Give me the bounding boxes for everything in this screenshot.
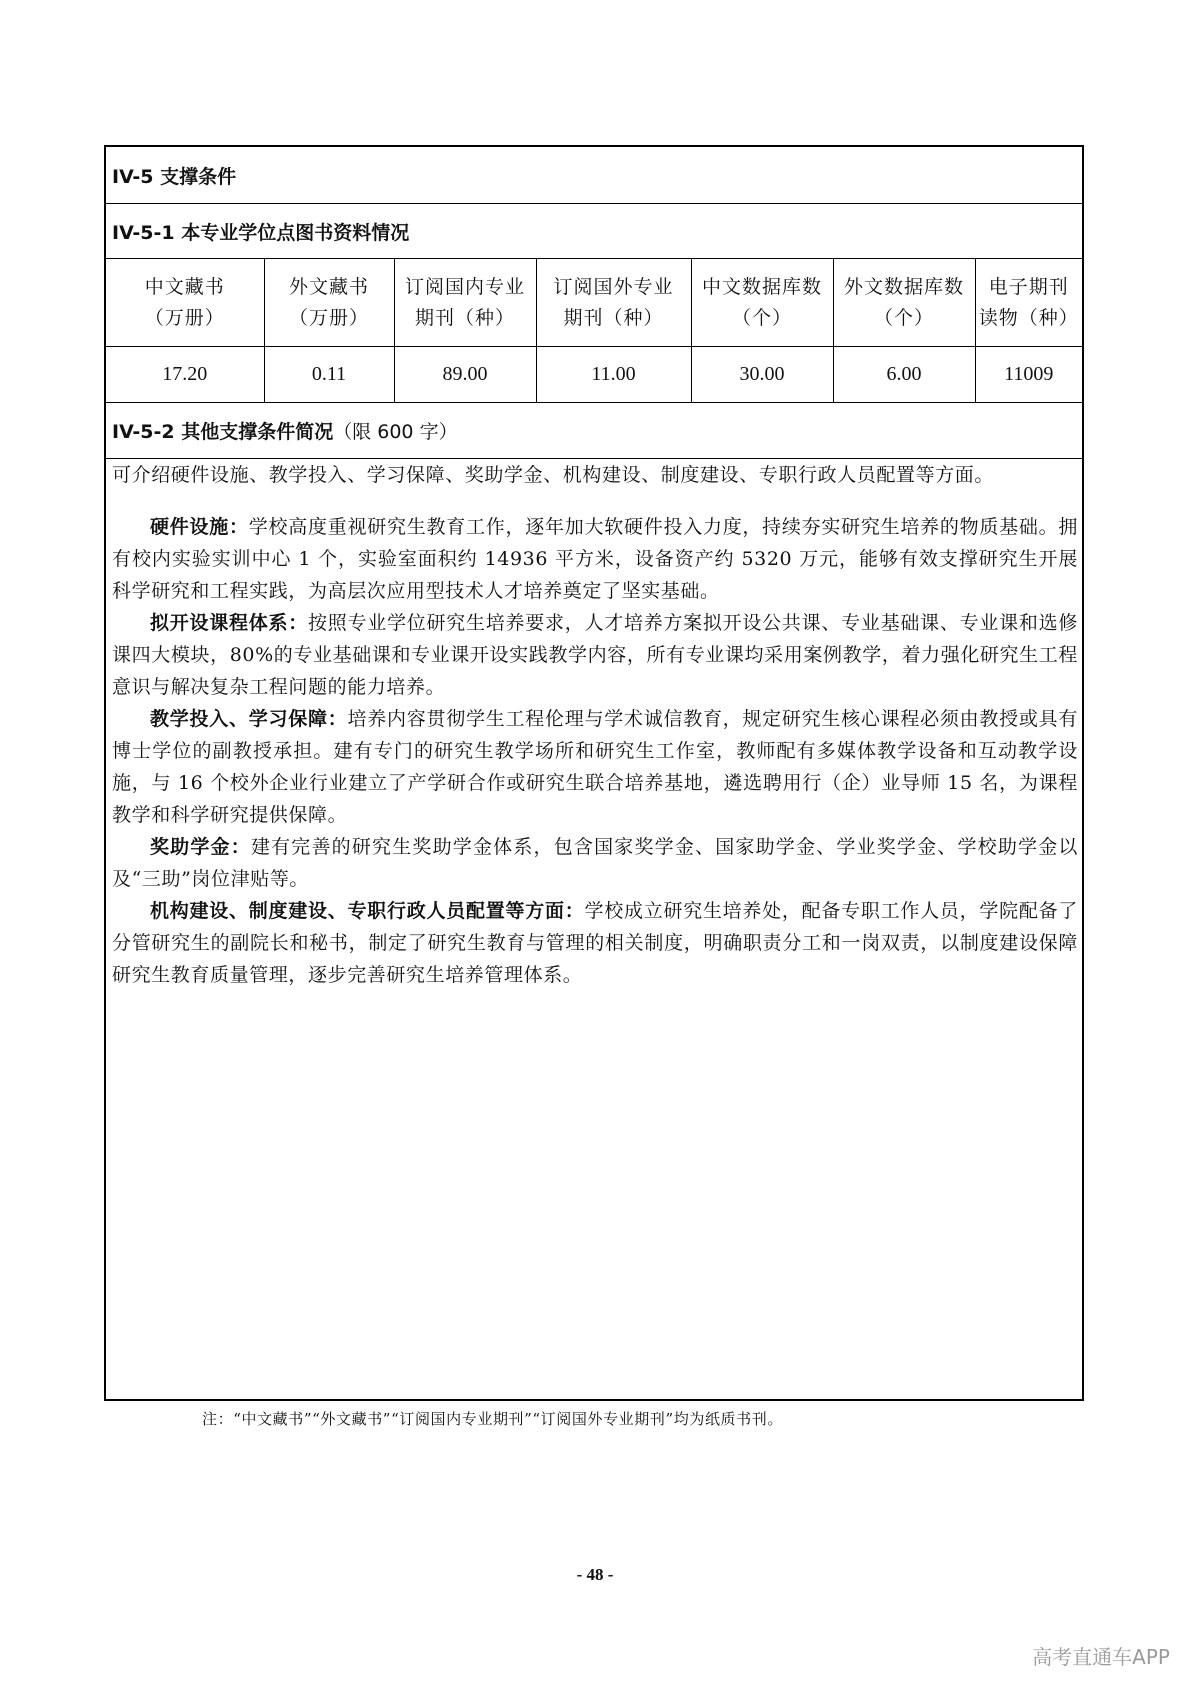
table-header-row: [106, 259, 1082, 347]
paragraph-text: 学校高度重视研究生教育工作，逐年加大软硬件投入力度，持续夯实研究生培养的物质基础。拥有校内实验实训中心 1 个，实验室面积约 14936 平方米，设备资产约 5320 万元，能够有效支撑研究生开展科学研究和工程实践，为高层次应用型技术人才培养奠定了坚实基础。: [112, 516, 1078, 602]
paragraph-administration: [112, 895, 1078, 991]
subsection-header-library: [106, 204, 1082, 259]
table-cell: 0.11: [264, 347, 394, 403]
paragraph-heading: 奖助学金：: [150, 836, 251, 858]
paragraph-text: 学校成立研究生培养处，配备专职工作人员，学院配备了分管研究生的副院长和秘书，制定了研究生教育与管理的相关制度，明确职责分工和一岗双责，以制度建设保障研究生教育质量管理，逐步完善研究生培养管理体系。: [112, 900, 1078, 986]
table-header-cell: 订阅国内专业 期刊（种）: [394, 259, 536, 347]
table-cell: 6.00: [833, 347, 975, 403]
table-cell: 89.00: [394, 347, 536, 403]
form-frame: [104, 145, 1084, 1401]
paragraph-heading: 硬件设施：: [150, 516, 249, 538]
table-header-cell: 外文数据库数 （个）: [833, 259, 975, 347]
content-body: [112, 459, 1078, 991]
paragraph-heading: 教学投入、学习保障：: [150, 708, 348, 730]
table-header-cell: 电子期刊 读物（种）: [975, 259, 1082, 347]
subsection-title-other: IV-5-2 其他支撑条件简况: [112, 421, 334, 443]
watermark-logo-text: 高考直通车APP: [1032, 1645, 1170, 1669]
section-title: IV-5 支撑条件: [112, 165, 237, 188]
paragraph-text: 按照专业学位研究生培养要求，人才培养方案拟开设公共课、专业基础课、专业课和选修课四大模块，80%的专业基础课和专业课开设实践教学内容，所有专业课均采用案例教学，着力强化研究生工程意识与解决复杂工程问题的能力培养。: [112, 612, 1078, 698]
table-header-cell: 外文藏书 （万册）: [264, 259, 394, 347]
table-header-cell: 订阅国外专业 期刊（种）: [536, 259, 691, 347]
paragraph-hardware: [112, 511, 1078, 607]
paragraph-curriculum: [112, 607, 1078, 703]
table-cell: 30.00: [691, 347, 833, 403]
table-cell: 11009: [975, 347, 1082, 403]
paragraph-scholarship: [112, 831, 1078, 895]
section-header: [106, 147, 1082, 204]
library-table: [106, 259, 1082, 403]
intro-text: 可介绍硬件设施、教学投入、学习保障、奖助学金、机构建设、制度建设、专职行政人员配置等方面。: [112, 464, 995, 486]
paragraph-heading: 机构建设、制度建设、专职行政人员配置等方面：: [150, 900, 585, 922]
subsection-title-note: （限 600 字）: [333, 421, 458, 443]
paragraph-teaching: [112, 703, 1078, 831]
table-header-cell: 中文数据库数 （个）: [691, 259, 833, 347]
table-cell: 17.20: [106, 347, 264, 403]
page-number: - 48 -: [576, 1565, 614, 1584]
paragraph-text: 培养内容贯彻学生工程伦理与学术诚信教育，规定研究生核心课程必须由教授或具有博士学位的副教授承担。建有专门的研究生教学场所和研究生工作室，教师配有多媒体教学设备和互动教学设施，与 16 个校外企业行业建立了产学研合作或研究生联合培养基地，遴选聘用行（企）业导师 15 名，为课程教学和科学研究提供保障。: [112, 708, 1078, 826]
paragraph-heading: 拟开设课程体系：: [150, 612, 308, 634]
footnote: 注：“中文藏书”“外文藏书”“订阅国内专业期刊”“订阅国外专业期刊”均为纸质书刊。: [202, 1410, 783, 1428]
table-row: [106, 347, 1082, 403]
paragraph-text: 建有完善的研究生奖助学金体系，包含国家奖学金、国家助学金、学业奖学金、学校助学金以及“三助”岗位津贴等。: [112, 836, 1078, 890]
subsection-title-library: IV-5-1 本专业学位点图书资料情况: [112, 221, 410, 244]
table-header-cell: 中文藏书 （万册）: [106, 259, 264, 347]
subsection-header-other: [106, 403, 1082, 459]
table-cell: 11.00: [536, 347, 691, 403]
